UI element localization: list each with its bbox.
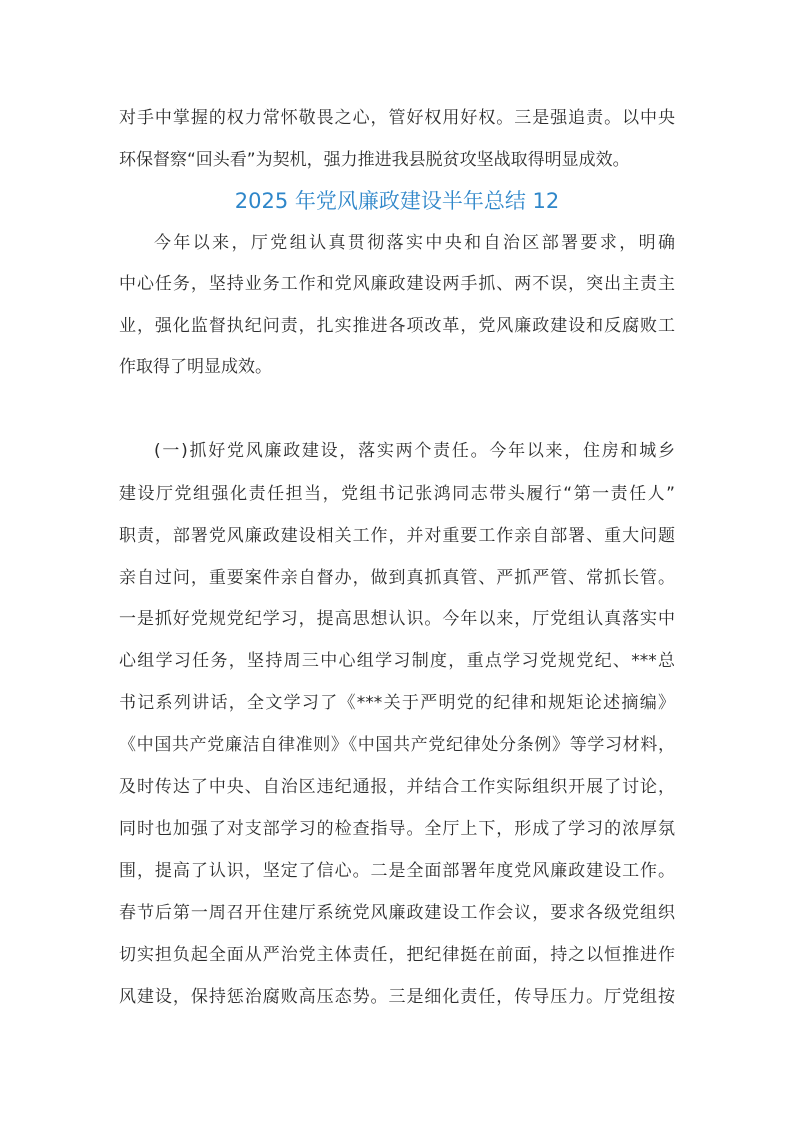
paragraph2-line: 书记系列讲话，全文学习了《***关于严明党的纪律和规矩论述摘编》: [119, 693, 675, 713]
paragraph2-line: 职责，部署党风廉政建设相关工作，并对重要工作亲自部署、重大问题: [119, 526, 675, 546]
paragraph2-line: 春节后第一周召开住建厅系统党风廉政建设工作会议，要求各级党组织: [119, 903, 675, 923]
paragraph2-line: 围，提高了认识，坚定了信心。二是全面部署年度党风廉政建设工作。: [119, 861, 675, 881]
paragraph2-line: 心组学习任务，坚持周三中心组学习制度，重点学习党规党纪、***总: [119, 651, 675, 671]
paragraph2-line: 建设厅党组强化责任担当，党组书记张鸿同志带头履行“第一责任人”: [119, 484, 675, 504]
paragraph1-line: 中心任务，坚持业务工作和党风廉政建设两手抓、两不误，突出主责主: [119, 274, 675, 294]
paragraph1-line: 业，强化监督执纪问责，扎实推进各项改革，党风廉政建设和反腐败工: [119, 316, 675, 336]
paragraph2-line: 《中国共产党廉洁自律准则》《中国共产党纪律处分条例》等学习材料，: [119, 735, 675, 755]
paragraph1-line: 今年以来，厅党组认真贯彻落实中央和自治区部署要求，明确: [154, 233, 675, 253]
paragraph2-line: (一)抓好党风廉政建设，落实两个责任。今年以来，住房和城乡: [154, 441, 675, 461]
paragraph2-line: 一是抓好党规党纪学习，提高思想认识。今年以来，厅党组认真落实中: [119, 609, 675, 629]
paragraph2-line: 同时也加强了对支部学习的检查指导。全厅上下，形成了学习的浓厚氛: [119, 819, 675, 839]
paragraph2-line: 切实担负起全面从严治党主体责任，把纪律挺在前面，持之以恒推进作: [119, 945, 675, 965]
paragraph2-line: 风建设，保持惩治腐败高压态势。三是细化责任，传导压力。厅党组按: [119, 987, 675, 1007]
paragraph1-line: 作取得了明显成效。: [119, 357, 272, 377]
document-title: 2025 年党风廉政建设半年总结 12: [234, 189, 560, 213]
paragraph2-line: 亲自过问，重要案件亲自督办，做到真抓真管、严抓严管、常抓长管。: [119, 568, 675, 588]
intro-line: 环保督察“回头看”为契机，强力推进我县脱贫攻坚战取得明显成效。: [119, 150, 630, 170]
paragraph2-line: 及时传达了中央、自治区违纪通报，并结合工作实际组织开展了讨论，: [119, 777, 675, 797]
intro-line: 对手中掌握的权力常怀敬畏之心，管好权用好权。三是强追责。以中央: [119, 108, 675, 128]
